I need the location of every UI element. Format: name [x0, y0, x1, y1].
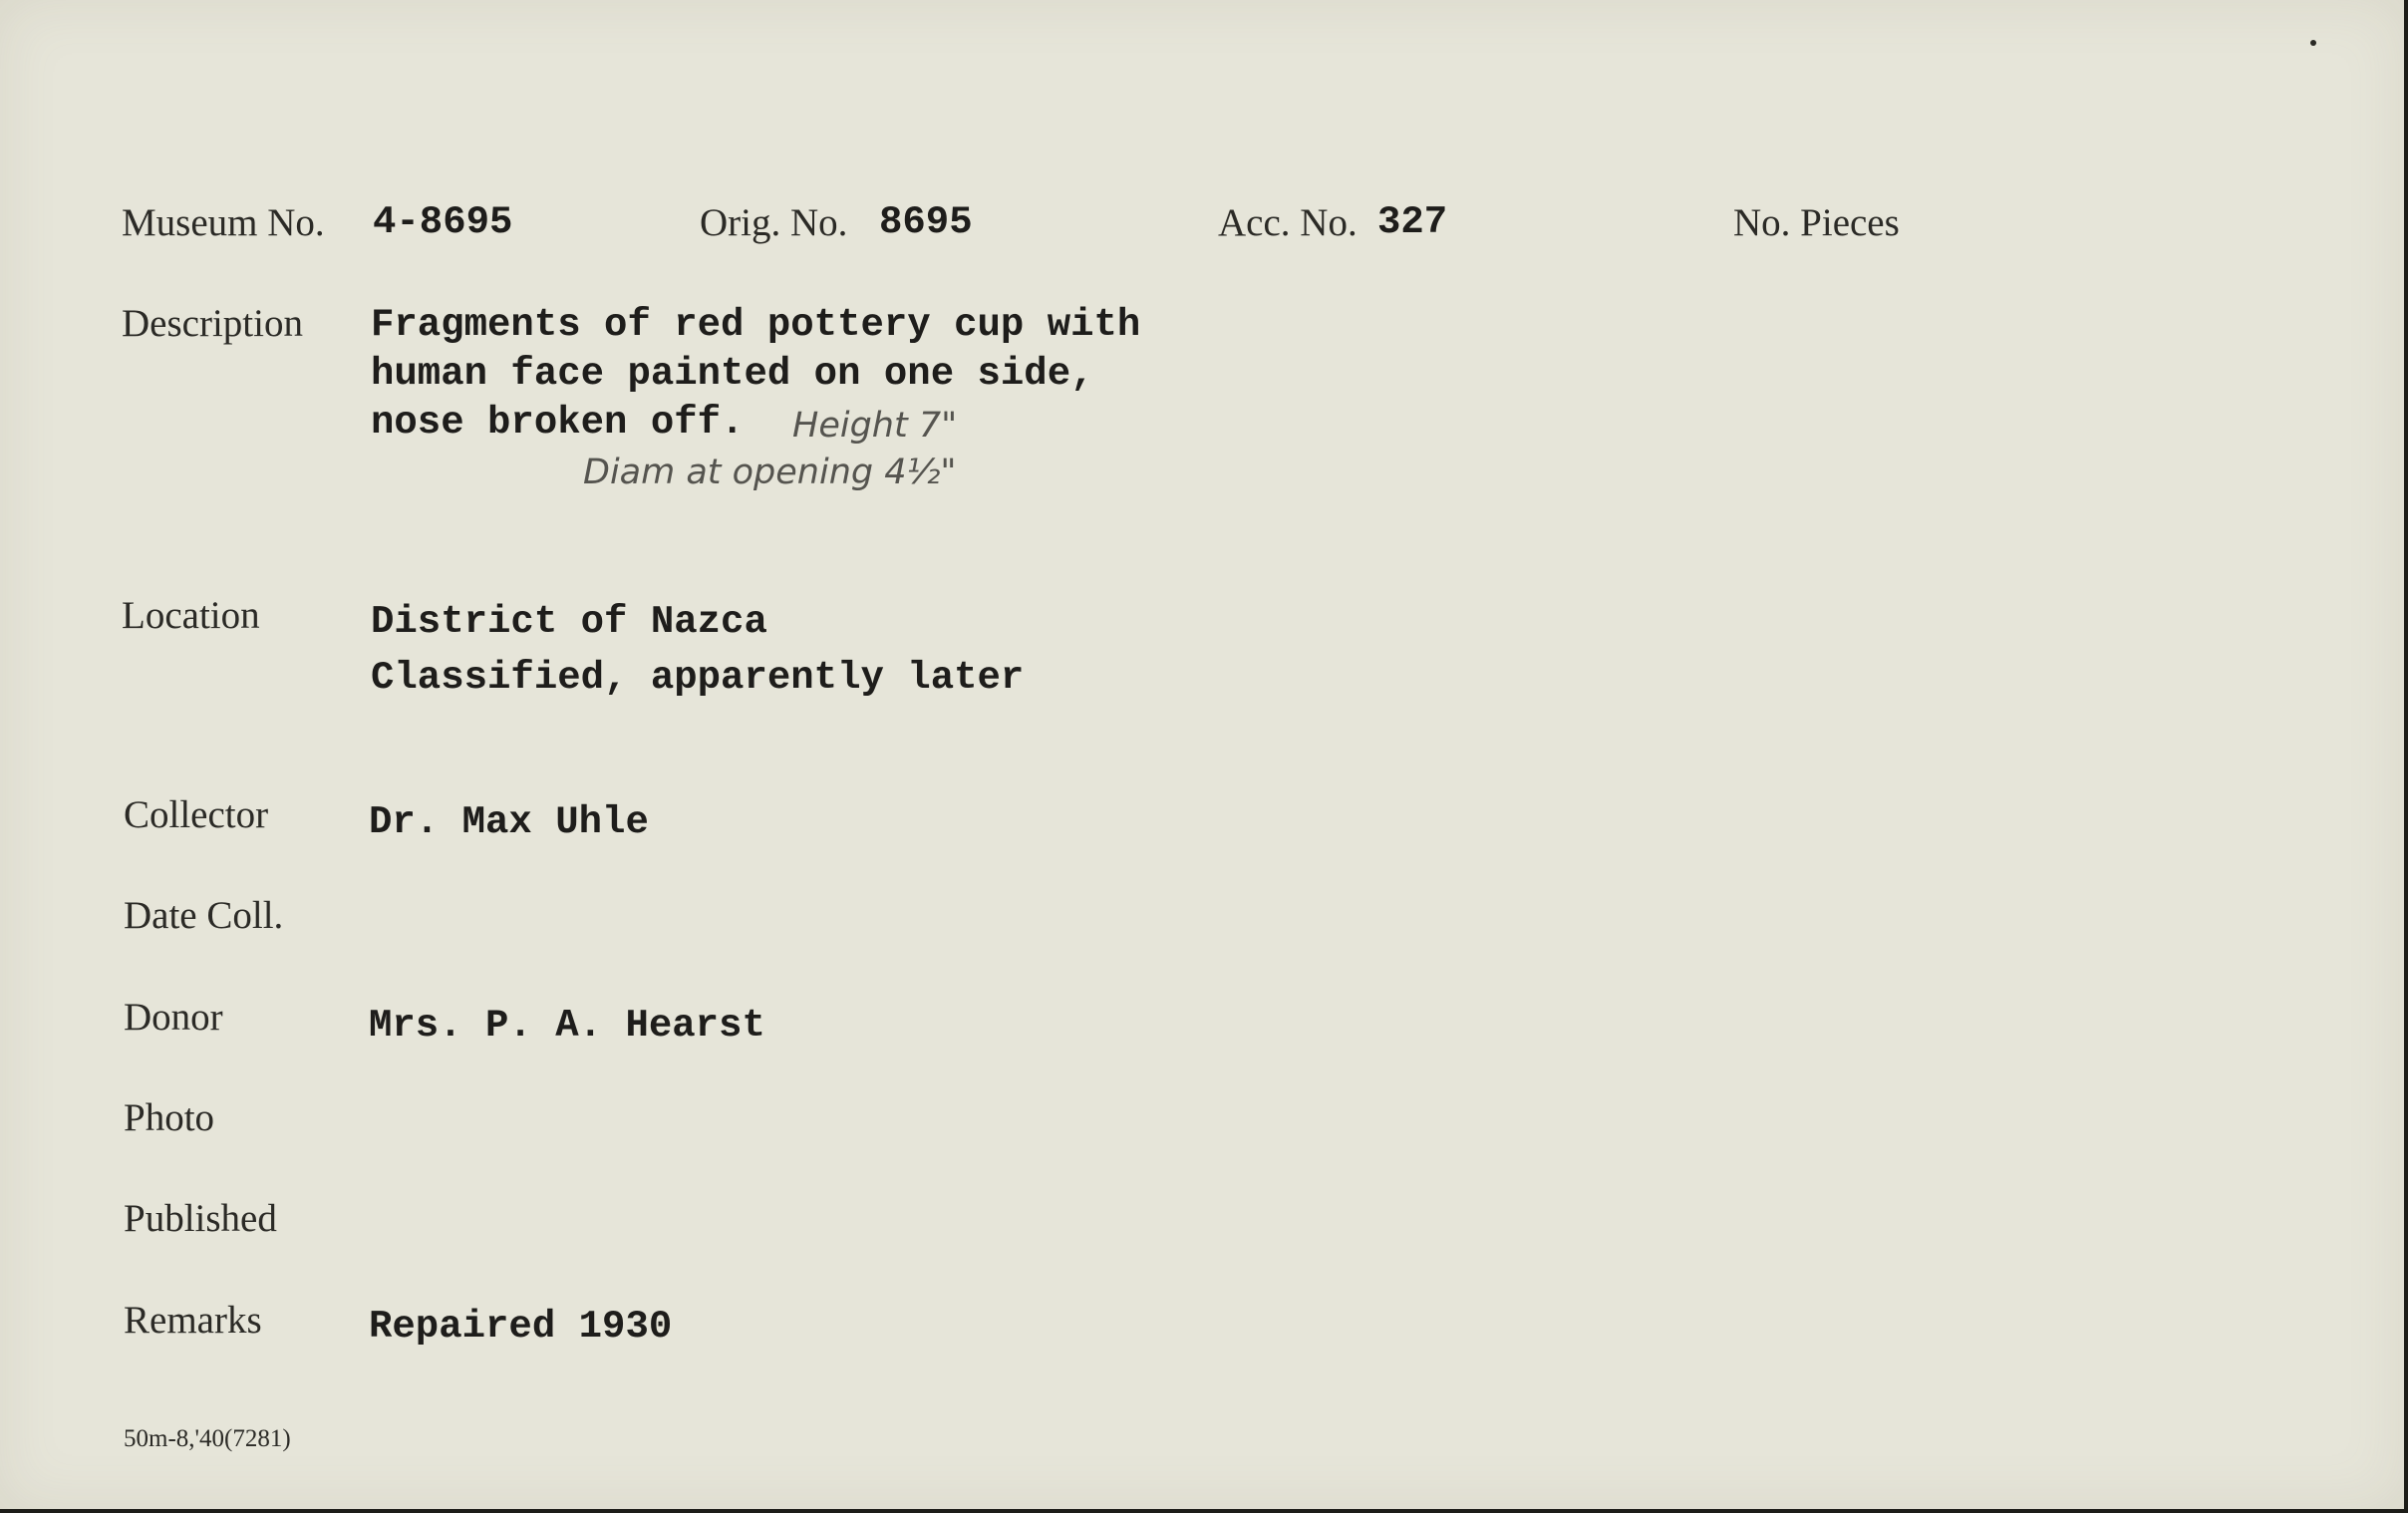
- acc-no-value: 327: [1377, 200, 1448, 244]
- date-coll-label: Date Coll.: [124, 894, 284, 937]
- description-line: human face painted on one side,: [371, 352, 1094, 396]
- description-line: Fragments of red pottery cup with: [371, 303, 1141, 347]
- location-line: Classified, apparently later: [371, 656, 1025, 700]
- donor-value: Mrs. P. A. Hearst: [369, 1004, 765, 1048]
- museum-no-value: 4-8695: [373, 200, 513, 244]
- description-label: Description: [122, 302, 303, 345]
- orig-no-value: 8695: [879, 200, 973, 244]
- published-label: Published: [124, 1197, 277, 1240]
- location-label: Location: [122, 594, 260, 637]
- handwritten-height: Height 7": [792, 406, 958, 446]
- collector-value: Dr. Max Uhle: [369, 800, 649, 844]
- remarks-value: Repaired 1930: [369, 1305, 673, 1349]
- museum-no-label: Museum No.: [122, 201, 325, 244]
- description-text: [371, 303, 1141, 453]
- description-line: nose broken off.: [371, 401, 745, 445]
- no-pieces-label: No. Pieces: [1733, 201, 1900, 244]
- handwritten-diameter: Diam at opening 4½": [583, 453, 957, 492]
- location-line: District of Nazca: [371, 600, 767, 644]
- orig-no-label: Orig. No.: [700, 201, 848, 244]
- remarks-label: Remarks: [124, 1299, 262, 1342]
- donor-label: Donor: [124, 996, 223, 1039]
- acc-no-label: Acc. No.: [1218, 201, 1357, 244]
- paper-speck: [2310, 40, 2316, 46]
- collector-label: Collector: [124, 793, 269, 836]
- print-code: 50m-8,'40(7281): [124, 1425, 291, 1452]
- location-text: [371, 600, 1025, 715]
- photo-label: Photo: [124, 1096, 215, 1139]
